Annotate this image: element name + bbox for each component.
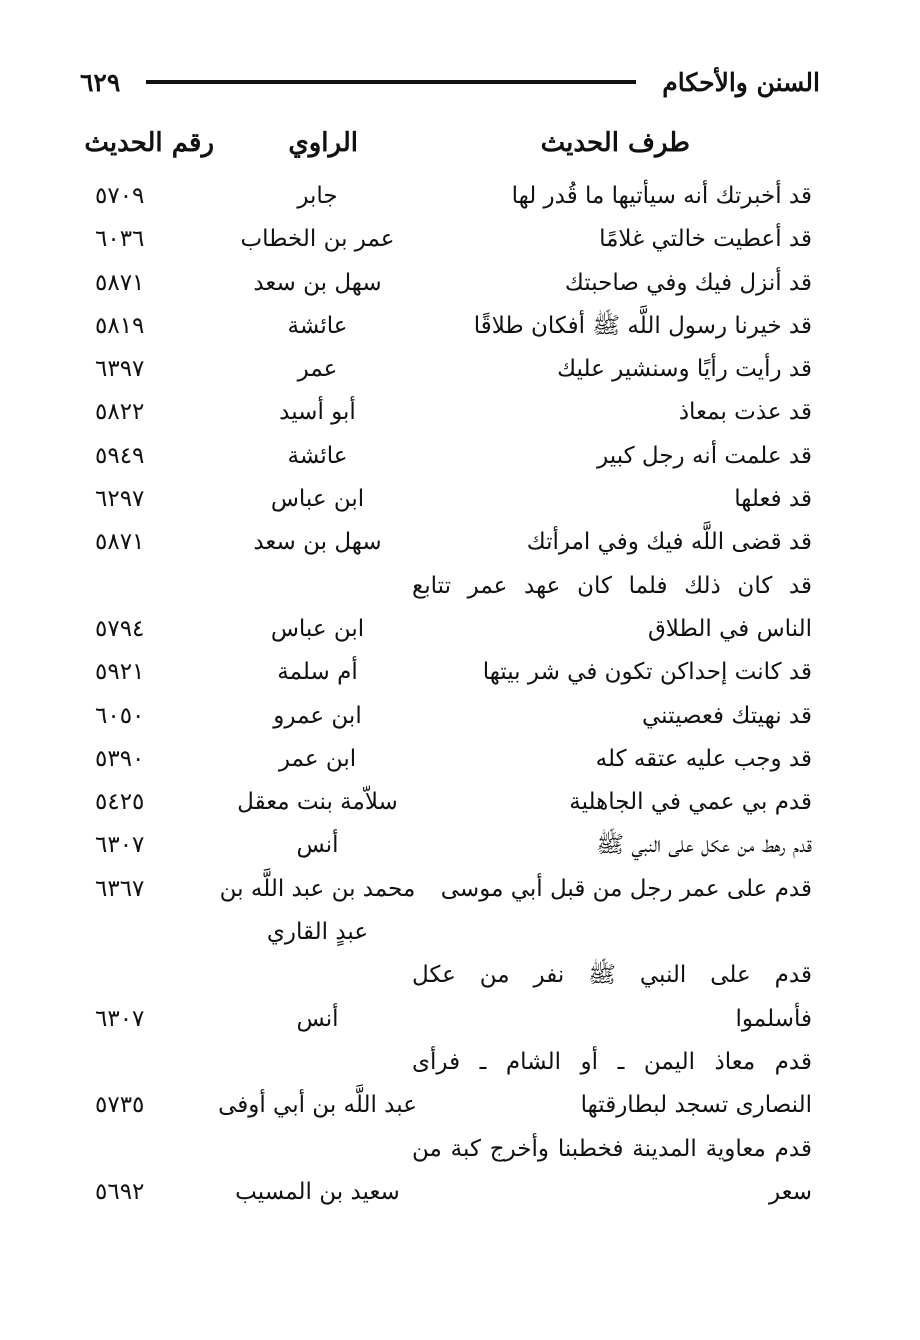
hadith-text: قد أخبرتك أنه سيأتيها ما قُدر لها <box>511 183 812 209</box>
column-header-number: رقم الحديث <box>84 128 214 158</box>
index-row <box>0 435 920 478</box>
narrator-name: محمد بن عبد اللَّه بن <box>219 875 416 902</box>
hadith-number: ٦٠٥٠ <box>95 702 145 729</box>
narrator-name: عمر <box>297 356 338 383</box>
hadith-text: قدم بي عمي في الجاهلية <box>569 789 812 816</box>
hadith-text: سعر <box>768 1178 812 1205</box>
column-header-hadith: طرف الحديث <box>540 128 690 158</box>
narrator-name: سلاّمة بنت معقل <box>237 789 398 816</box>
hadith-text: قد كانت إحداكن تكون في شر بيتها <box>482 659 812 686</box>
index-row <box>0 608 920 651</box>
hadith-number: ٦٠٣٦ <box>95 226 145 253</box>
hadith-text: قد فعلها <box>734 486 812 513</box>
narrator-name: عبد اللَّه بن أبي أوفى <box>218 1092 417 1119</box>
narrator-name: أبو أسيد <box>279 399 356 426</box>
hadith-number: ٥٩٤٩ <box>95 442 145 469</box>
hadith-text: قد قضى اللَّه فيك وفي امرأتك <box>526 529 812 556</box>
column-header-narrator: الراوي <box>288 128 358 158</box>
hadith-number: ٥٩٢١ <box>95 659 145 686</box>
hadith-number: ٦٣٦٧ <box>95 875 145 902</box>
hadith-number: ٥٨٢٢ <box>95 399 145 426</box>
hadith-number: ٥٦٩٢ <box>95 1178 145 1205</box>
index-row <box>0 781 920 824</box>
hadith-text: قد أنزل فيك وفي صاحبتك <box>564 269 812 296</box>
index-row <box>0 175 920 218</box>
index-row <box>0 218 920 261</box>
index-row <box>0 305 920 348</box>
hadith-number: ٥٧٣٥ <box>95 1092 145 1119</box>
hadith-number: ٥٨٧١ <box>95 269 145 296</box>
hadith-text: قدم رهط من عكل على النبي ﷺ <box>596 832 812 859</box>
hadith-number: ٦٣٠٧ <box>95 832 145 859</box>
hadith-text: قدم على النبي ﷺ نفر من عكل <box>412 962 812 989</box>
index-row <box>0 954 920 997</box>
index-row <box>0 1128 920 1171</box>
index-row <box>0 565 920 608</box>
hadith-number: ٥٧٠٩ <box>95 183 145 209</box>
index-row <box>0 824 920 867</box>
narrator-name: أم سلمة <box>277 659 358 686</box>
narrator-name: ابن عباس <box>270 486 365 513</box>
narrator-name: سهل بن سعد <box>253 269 382 296</box>
hadith-text: النصارى تسجد لبطارقتها <box>580 1092 812 1119</box>
narrator-name: أنس <box>296 1005 339 1032</box>
hadith-text: قد كان ذلك فلما كان عهد عمر تتابع <box>412 572 812 599</box>
index-row <box>0 521 920 564</box>
hadith-text: قد نهيتك فعصيتني <box>642 702 812 729</box>
index-row <box>0 1171 920 1214</box>
hadith-number: ٦٢٩٧ <box>95 486 145 513</box>
hadith-number: ٥٨١٩ <box>95 312 145 339</box>
hadith-text: قد علمت أنه رجل كبير <box>597 442 812 469</box>
hadith-text: قد أعطيت خالتي غلامًا <box>599 226 812 253</box>
index-row <box>0 1084 920 1127</box>
index-row <box>0 868 920 911</box>
index-table <box>0 175 920 1214</box>
narrator-name: عائشة <box>287 442 348 469</box>
narrator-name: ابن عباس <box>270 615 365 642</box>
narrator-name: عبدٍ القاري <box>266 919 369 946</box>
hadith-text: قدم على عمر رجل من قبل أبي موسى <box>440 875 812 902</box>
index-row <box>0 1041 920 1084</box>
hadith-text: قد وجب عليه عتقه كله <box>595 745 812 772</box>
index-row <box>0 998 920 1041</box>
index-row <box>0 651 920 694</box>
index-row <box>0 348 920 391</box>
index-row <box>0 695 920 738</box>
narrator-name: جابر <box>297 183 338 209</box>
hadith-text: قد خيرنا رسول اللَّه ﷺ أفكان طلاقًا <box>473 312 812 339</box>
hadith-text: قد عذت بمعاذ <box>678 399 812 426</box>
index-row <box>0 738 920 781</box>
index-row <box>0 911 920 954</box>
index-row <box>0 391 920 434</box>
narrator-name: ابن عمرو <box>273 702 362 729</box>
hadith-number: ٥٨٧١ <box>95 529 145 556</box>
hadith-text: قدم معاذ اليمن ـ أو الشام ـ فرأى <box>412 1048 812 1075</box>
column-headers <box>0 124 920 168</box>
narrator-name: عمر بن الخطاب <box>240 226 395 253</box>
hadith-text: فأسلموا <box>735 1005 812 1032</box>
running-header <box>80 60 820 104</box>
hadith-number: ٦٣٠٧ <box>95 1005 145 1032</box>
narrator-name: سهل بن سعد <box>253 529 382 556</box>
hadith-number: ٦٣٩٧ <box>95 356 145 383</box>
hadith-number: ٥٤٢٥ <box>95 789 145 816</box>
page-number: ٦٢٩ <box>80 67 121 97</box>
narrator-name: سعيد بن المسيب <box>235 1178 400 1205</box>
narrator-name: عائشة <box>287 312 348 339</box>
hadith-number: ٥٣٩٠ <box>95 745 145 772</box>
hadith-text: قد رأيت رأيًا وسنشير عليك <box>557 356 812 383</box>
hadith-text: الناس في الطلاق <box>647 615 812 642</box>
index-row <box>0 262 920 305</box>
narrator-name: ابن عمر <box>278 745 357 772</box>
hadith-text: قدم معاوية المدينة فخطبنا وأخرج كبة من <box>412 1135 812 1162</box>
header-rule <box>146 80 636 84</box>
narrator-name: أنس <box>296 832 339 859</box>
book-title: السنن والأحكام <box>662 67 820 97</box>
index-row <box>0 478 920 521</box>
hadith-number: ٥٧٩٤ <box>95 615 145 642</box>
